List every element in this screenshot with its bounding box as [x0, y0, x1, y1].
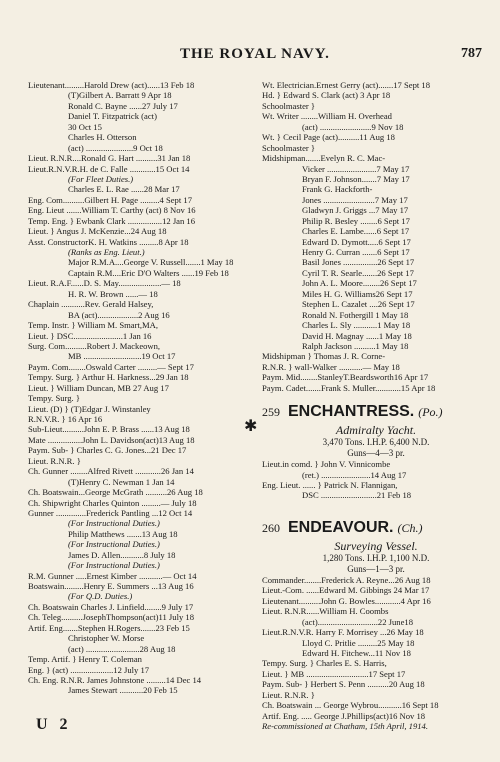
text-line: Charles E. L. Rae ......28 Mar 17: [68, 184, 180, 195]
text-line: R.N.R. } wall-Walker ...........— May 18: [262, 361, 400, 372]
text-line: Paym. Mid........StanleyT.Beardsworth16 Apr 17: [262, 372, 429, 383]
text-line: Schoolmaster }: [262, 142, 316, 153]
text-line: Lieut. R.N.R. }: [262, 689, 315, 700]
text-line: Lieut. } Angus J. McKenzie...24 Aug 18: [28, 226, 167, 237]
text-line: Schoolmaster }: [262, 100, 316, 111]
ship-class: (Po.): [418, 405, 443, 420]
text-line: (act) ........................9 Nov 18: [302, 121, 404, 132]
text-line: Ch. Teleg..........JosephThompson(act)11 July 18: [28, 612, 195, 623]
text-line: Edward D. Dymott.....6 Sept 17: [302, 236, 411, 247]
text-line: John A. L. Moore........26 Sept 17: [302, 278, 417, 289]
text-line: (T)Henry C. Newman 1 Jan 14: [68, 476, 175, 487]
text-line: Lieutenant.........Harold Drew (act)......13 Feb 18: [28, 80, 195, 90]
text-line: Lieut.in comd. } John V. Vinnicombe: [262, 459, 391, 470]
text-line: Charles H. Otterson: [68, 132, 137, 143]
text-line: R.N.V.R. } 16 Apr 16: [28, 414, 103, 424]
text-line: Temp. Eng. } Ewbank Clark ................12 Jan 16: [28, 215, 196, 226]
text-line: Lieut. R.N.R....Ronald G. Hart ..........31 Jan 18: [28, 153, 191, 164]
text-line: MB ...........................19 Oct 17: [68, 351, 176, 362]
page-title: THE ROYAL NAVY.: [180, 46, 330, 62]
text-line: Philip Matthews .......13 Aug 18: [68, 528, 178, 539]
text-line: Henry G. Curran .......6 Sept 17: [302, 247, 410, 257]
right-top-list: [262, 80, 490, 393]
text-line: DSC ..........................21 Feb 18: [302, 490, 412, 501]
text-line: Lieut. (D) } (T)Edgar J. Winstanley: [28, 403, 151, 414]
text-line: Commander........Frederick A. Reyne...26 Aug 18: [262, 574, 431, 585]
text-line: Eng. } (act) ....................12 July 17: [28, 664, 150, 675]
text-line: Basil Jones ................26 Sept 17: [302, 257, 415, 268]
signature-mark: U 2: [36, 716, 72, 733]
text-line: (act) ......................9 Oct 18: [68, 142, 163, 153]
ship-officers-list: [262, 459, 490, 501]
text-line: Daniel T. Fitzpatrick (act): [68, 111, 157, 122]
text-line: Ch. Boatswain ... George Wybrou...........16 Sept 18: [262, 700, 439, 711]
text-line: Gladwyn J. Griggs ...7 May 17: [302, 205, 409, 216]
ship-type: Surveying Vessel.: [334, 538, 418, 553]
text-line: Ch. Boatswain Charles J. Linfield........9 July 17: [28, 601, 194, 612]
text-line: Jones ........................7 May 17: [302, 194, 408, 205]
ship-specs: 3,470 Tons. I.H.P. 6,400 N.D.: [322, 437, 430, 448]
text-line: Eng. Lieut. ...... } Patrick N. Flannigan,: [262, 480, 398, 490]
text-line: Bryan F. Johnson.......7 May 17: [302, 173, 410, 184]
text-line: Captain R.M....Eric D'O Walters ......19 Feb 18: [68, 267, 229, 278]
text-line: Artif. Eng.......Stephen H.Rogers.......23 Feb 15: [28, 622, 190, 633]
text-line: Tempy. Surg. }: [28, 393, 80, 404]
ship-type: Admiralty Yacht.: [335, 423, 417, 438]
text-line: Major R.M.A....George V. Russell.......1 May 18: [68, 257, 234, 268]
text-line: 30 Oct 15: [68, 121, 102, 132]
text-line: Wt. Electrician.Ernest Gerry (act).......17 Sept 18: [262, 80, 430, 90]
ship-guns: Guns—1—3 pr.: [347, 563, 405, 574]
text-line: Re-commissioned at Chatham, 15th April, 1914.: [262, 721, 428, 731]
text-line: Midshipman.......Evelyn R. C. Mac-: [262, 153, 386, 164]
text-line: (T)Gilbert A. Barratt 9 Apr 18: [68, 90, 172, 101]
text-line: Lieutenant..........John G. Bowles............4 Apr 16: [262, 595, 431, 606]
text-line: Lieut. } MB .............................17 Sept 17: [262, 668, 406, 679]
text-line: Tempy. Surg. } Arthur H. Harkness...29 Jan 18: [28, 372, 189, 383]
page-header: [0, 46, 500, 66]
ship-heading-endeavour: [262, 517, 490, 539]
text-line: H. R. W. Brown ......— 18: [68, 288, 158, 299]
text-line: Charles E. Lambe......6 Sept 17: [302, 226, 410, 237]
text-line: Lieut. R.N.R......William H. Coombs: [262, 606, 389, 617]
text-line: Paym. Com........Oswald Carter .........— Sept 17: [28, 361, 194, 372]
text-line: (act)............................22 June18: [302, 616, 413, 627]
text-line: BA (act)...................2 Aug 16: [68, 309, 170, 320]
text-line: (Ranks as Eng. Lieut.): [68, 247, 145, 257]
text-line: (act) .........................28 Aug 18: [68, 643, 176, 654]
text-line: James D. Allen...........8 July 18: [68, 549, 176, 560]
ship-specs: 1,280 Tons. I.H.P. 1,100 N.D.: [322, 552, 430, 563]
text-line: Temp. Instr. } William M. Smart,MA,: [28, 320, 159, 331]
text-line: David H. Magnay ......1 May 18: [302, 330, 412, 341]
text-line: (For Fleet Duties.): [68, 173, 134, 184]
text-line: Hd. } Edward S. Clark (act) 3 Apr 18: [262, 90, 391, 101]
text-line: Paym. Sub- } Herbert S. Penn ..........20 Aug 18: [262, 679, 425, 690]
text-line: R.M. Gunner .....Ernest Kimber ...........— Oct 14: [28, 570, 197, 581]
text-line: Vicker .......................7 May 17: [302, 163, 410, 174]
ship-name: ENDEAVOUR.: [288, 518, 394, 536]
text-line: Lieut.R.N.V.R.H. de C. Falle ............15 Oct 14: [28, 163, 190, 174]
ship-number: 259: [262, 405, 280, 420]
text-line: Eng. Com..........Gilbert H. Page .........4 Sept 17: [28, 194, 192, 205]
text-line: Mate ................John L. Davidson(act)13 Aug 18: [28, 434, 195, 445]
text-line: Lieut. } William Duncan, MB 27 Aug 17: [28, 382, 169, 393]
text-line: Edward H. Fitchew...11 Nov 18: [302, 647, 411, 658]
text-line: Sub-Lieut..........John E. P. Brass ......13 Aug 18: [28, 424, 190, 435]
text-line: Lieut.-Com. ......Edward M. Gibbings 24 Mar 17: [262, 585, 430, 596]
text-line: Ch. Boatswain...George McGrath ..........26 Aug 18: [28, 487, 203, 498]
text-line: Artif. Eng. ..... George J.Phillips(act)16 Nov 18: [262, 710, 426, 721]
text-line: Ronald C. Bayne ......27 July 17: [68, 100, 178, 111]
ship-class: (Ch.): [397, 520, 423, 535]
text-line: Chaplain ...........Rev. Gerald Halsey,: [28, 299, 154, 310]
text-line: (For Instructional Duties.): [68, 560, 160, 571]
text-line: Midshipman } Thomas J. R. Corne-: [262, 351, 386, 362]
text-line: Eng. Lieut .......William T. Carthy (act) 8 Nov 16: [28, 205, 196, 216]
text-line: Lieut. R.N.R. }: [28, 455, 81, 466]
asterisk-mark: ✱: [244, 418, 258, 435]
text-line: Temp. Artif. } Henry T. Coleman: [28, 654, 142, 665]
text-line: Asst. ConstructorK. H. Watkins .........8 Apr 18: [28, 236, 189, 247]
text-line: Paym. Cadet.......Frank S. Muller............15 Apr 18: [262, 382, 436, 393]
ship-guns: Guns—4—3 pr.: [347, 448, 405, 459]
text-line: Lieut. R.A.F......D. S. May....................— 18: [28, 278, 181, 289]
text-line: Lieut. } DSC.......................1 Jan 16: [28, 330, 152, 341]
text-line: Boatswain.........Henry E. Summers ...13 Aug 16: [28, 581, 194, 591]
text-line: Ch. Gunner ........Alfred Rivett ............26 Jan 14: [28, 466, 194, 477]
text-line: Frank G. Hackforth-: [302, 184, 373, 195]
text-line: (For Q.D. Duties.): [68, 591, 133, 602]
text-line: Surg. Com..........Robert J. Mackeown,: [28, 340, 161, 351]
text-line: Ch. Shipwright Charles Quinton .........— July 18: [28, 497, 197, 508]
text-line: Ralph Jackson ..........1 May 18: [302, 340, 409, 351]
text-line: Wt. Writer ........William H. Overhead: [262, 111, 392, 122]
text-line: Philip R. Besley ........6 Sept 17: [302, 215, 410, 226]
left-column: [28, 80, 256, 696]
text-line: James Stewart ...........20 Feb 15: [68, 685, 178, 696]
text-line: (ret.) .......................14 Aug 17: [302, 469, 407, 480]
ship-heading-enchantress: [262, 401, 490, 423]
text-line: Paym. Sub- } Charles C. G. Jones...21 Dec 17: [28, 445, 187, 456]
text-line: Ch. Eng. R.N.R. James Johnstone .........14 Dec 14: [28, 674, 202, 685]
text-line: (For Instructional Duties.): [68, 539, 160, 550]
ship-officers-list: [262, 575, 490, 732]
page-number: 787: [461, 46, 482, 61]
text-line: Christopher W. Morse: [68, 633, 145, 644]
text-line: Stephen L. Cazalet ....26 Sept 17: [302, 299, 415, 310]
text-line: Charles L. Sly ...........1 May 18: [302, 320, 411, 331]
text-line: Cyril T. R. Searle.......26 Sept 17: [302, 267, 414, 278]
text-line: Ronald N. Fothergill 1 May 18: [302, 309, 409, 320]
ship-number: 260: [262, 520, 280, 535]
text-line: Wt. } Cecil Page (act)..........11 Aug 18: [262, 132, 395, 143]
text-line: Tempy. Surg. } Charles E. S. Harris,: [262, 658, 387, 669]
text-line: (For Instructional Duties.): [68, 518, 160, 529]
text-line: Gunner ..............Frederick Pantling ...12 Oct 14: [28, 507, 193, 518]
right-column: [262, 80, 490, 731]
text-line: Lloyd C. Pritlie .........25 May 18: [302, 637, 415, 648]
text-line: Lieut.R.N.V.R. Harry F. Morrisey ...26 May 18: [262, 627, 424, 638]
ship-name: ENCHANTRESS.: [288, 403, 415, 421]
text-line: Miles H. G. Williams26 Sept 17: [302, 288, 413, 299]
